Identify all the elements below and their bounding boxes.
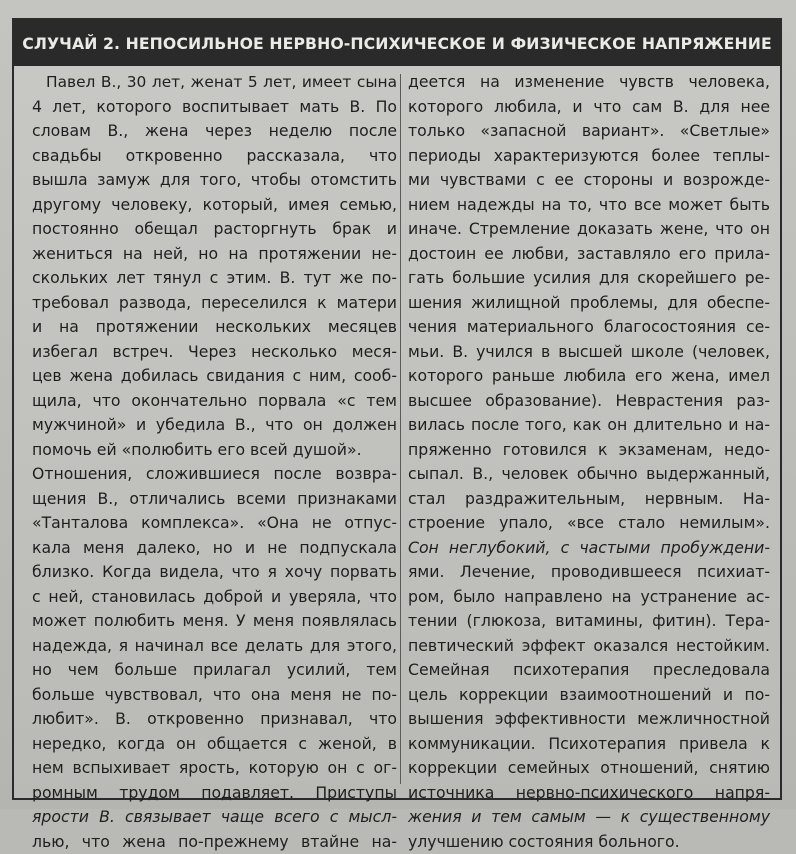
text-line: мужчиной» и убедила В., что он должен: [32, 413, 397, 438]
text-line: коррекции семейных отношений, снятию: [408, 756, 770, 781]
text-line: строение упало, «все стало немилым».: [408, 511, 770, 536]
text-line: щения В., отличались всеми признаками: [32, 487, 397, 512]
text-line: нем вспыхивает ярость, которую он с ог-: [32, 756, 397, 781]
text-line: улучшению состояния больного.: [408, 830, 770, 854]
text-line: больше чувствовал, что она меня не по-: [32, 683, 397, 708]
text-line: ми чувствами с ее стороны и возрожде-: [408, 168, 770, 193]
text-line: стал раздражительным, нервным. На-: [408, 487, 770, 512]
text-line: цев жена добилась свидания с ним, сооб-: [32, 364, 397, 389]
text-line: требовал развода, переселился к матери: [32, 291, 397, 316]
text-line: мьи. В. учился в высшей школе (человек,: [408, 340, 770, 365]
text-line: сыпал. В., человек обычно выдержанный,: [408, 462, 770, 487]
text-line: Павел В., 30 лет, женат 5 лет, имеет сына: [32, 70, 397, 95]
text-line: и на протяжении нескольких месяцев: [32, 315, 397, 340]
text-line: Сон неглубокий, с частыми пробуждени-: [408, 536, 770, 561]
text-line: ромным трудом подавляет. Приступы: [32, 781, 397, 806]
text-line: лью, что жена по-прежнему втайне на-: [32, 830, 397, 854]
text-line: которого раньше любила его жена, имел: [408, 364, 770, 389]
right-column: [408, 70, 770, 854]
text-line: вилась после того, как он длительно и на-: [408, 413, 770, 438]
text-line: вышла замуж для того, чтобы отомстить: [32, 168, 397, 193]
text-line: «Танталова комплекса». «Она не отпус-: [32, 511, 397, 536]
text-line: тении (глюкоза, витамины, фитин). Тера-: [408, 609, 770, 634]
text-line: но чем больше прилагал усилий, тем: [32, 658, 397, 683]
text-line: жения и тем самым — к существенному: [408, 805, 770, 830]
case-header: [14, 20, 780, 66]
text-line: нием надежды на то, что все может быть: [408, 193, 770, 218]
text-line: словам В., жена через неделю после: [32, 119, 397, 144]
left-column: [32, 70, 397, 854]
text-line: высшее образование). Неврастения раз-: [408, 389, 770, 414]
text-line: избегал встреч. Через несколько меся-: [32, 340, 397, 365]
text-line: скольких лет тянул с этим. В. тут же по-: [32, 266, 397, 291]
text-line: чения материального благосостояния се-: [408, 315, 770, 340]
text-line: пряженно готовился к экзаменам, недо-: [408, 438, 770, 463]
text-line: щила, что окончательно порвала «с тем: [32, 389, 397, 414]
text-line: 4 лет, которого воспитывает мать В. По: [32, 95, 397, 120]
text-line: нередко, когда он общается с женой, в: [32, 732, 397, 757]
text-line: любит». В. откровенно признавал, что: [32, 707, 397, 732]
text-line: близко. Когда видела, что я хочу порвать: [32, 560, 397, 585]
text-line: ями. Лечение, проводившееся психиат-: [408, 560, 770, 585]
text-line: шения жилищной проблемы, для обеспе-: [408, 291, 770, 316]
text-line: цель коррекции взаимоотношений и по-: [408, 683, 770, 708]
text-line: жениться на ней, но на протяжении не-: [32, 242, 397, 267]
case-title: СЛУЧАЙ 2. НЕПОСИЛЬНОЕ НЕРВНО-ПСИХИЧЕСКОЕ И ФИЗИЧЕСКОЕ НАПРЯЖЕНИЕ: [22, 34, 772, 53]
text-line: свадьбы откровенно рассказала, что: [32, 144, 397, 169]
text-line: которого любила, и что сам В. для нее: [408, 95, 770, 120]
text-line: ром, было направлено на устранение ас-: [408, 585, 770, 610]
case-box: [12, 18, 782, 800]
text-line: кала меня далеко, но и не подпускала: [32, 536, 397, 561]
text-line: ярости В. связывает чаще всего с мысл-: [32, 805, 397, 830]
text-line: иначе. Стремление доказать жене, что он: [408, 217, 770, 242]
text-line: только «запасной вариант». «Светлые»: [408, 119, 770, 144]
text-line: коммуникации. Психотерапия привела к: [408, 732, 770, 757]
text-line: деется на изменение чувств человека,: [408, 70, 770, 95]
text-line: с ней, становилась доброй и уверяла, что: [32, 585, 397, 610]
text-line: помочь ей «полюбить его всей душой».: [32, 438, 397, 463]
text-line: достоин ее любви, заставляло его прила-: [408, 242, 770, 267]
text-line: Отношения, сложившиеся после возвра-: [32, 462, 397, 487]
text-line: может полюбить меня. У меня появлялась: [32, 609, 397, 634]
text-line: периоды характеризуются более теплы-: [408, 144, 770, 169]
column-divider: [400, 74, 401, 784]
text-line: постоянно обещал расторгнуть брак и: [32, 217, 397, 242]
text-line: гать большие усилия для скорейшего ре-: [408, 266, 770, 291]
text-line: вышения эффективности межличностной: [408, 707, 770, 732]
text-line: певтический эффект оказался нестойким.: [408, 634, 770, 659]
text-line: другому человеку, который, имея семью,: [32, 193, 397, 218]
text-line: Семейная психотерапия преследовала: [408, 658, 770, 683]
text-line: надежда, я начинал все делать для этого,: [32, 634, 397, 659]
text-line: источника нервно-психического напря-: [408, 781, 770, 806]
